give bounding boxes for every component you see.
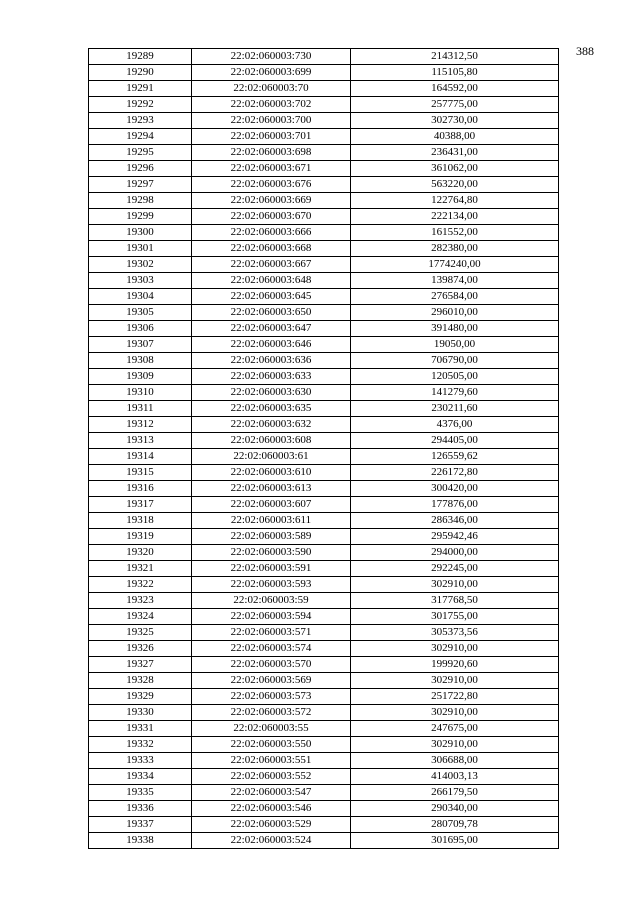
value-cell: 361062,00 <box>351 161 559 177</box>
row-number-cell: 19319 <box>89 529 192 545</box>
value-cell: 19050,00 <box>351 337 559 353</box>
value-cell: 164592,00 <box>351 81 559 97</box>
table-row <box>89 145 559 161</box>
row-number-cell: 19297 <box>89 177 192 193</box>
row-number-cell: 19337 <box>89 817 192 833</box>
row-number-cell: 19294 <box>89 129 192 145</box>
cadastral-number-cell: 22:02:060003:636 <box>192 353 351 369</box>
row-number-cell: 19300 <box>89 225 192 241</box>
value-cell: 294405,00 <box>351 433 559 449</box>
value-cell: 226172,80 <box>351 465 559 481</box>
table-row <box>89 529 559 545</box>
cadastral-number-cell: 22:02:060003:589 <box>192 529 351 545</box>
value-cell: 391480,00 <box>351 321 559 337</box>
cadastral-number-cell: 22:02:060003:699 <box>192 65 351 81</box>
table-row <box>89 497 559 513</box>
row-number-cell: 19336 <box>89 801 192 817</box>
row-number-cell: 19306 <box>89 321 192 337</box>
cadastral-number-cell: 22:02:060003:671 <box>192 161 351 177</box>
row-number-cell: 19314 <box>89 449 192 465</box>
row-number-cell: 19324 <box>89 609 192 625</box>
cadastral-number-cell: 22:02:060003:594 <box>192 609 351 625</box>
row-number-cell: 19322 <box>89 577 192 593</box>
value-cell: 295942,46 <box>351 529 559 545</box>
row-number-cell: 19293 <box>89 113 192 129</box>
cadastral-number-cell: 22:02:060003:546 <box>192 801 351 817</box>
row-number-cell: 19332 <box>89 737 192 753</box>
value-cell: 302910,00 <box>351 577 559 593</box>
table-row <box>89 465 559 481</box>
value-cell: 302910,00 <box>351 705 559 721</box>
value-cell: 306688,00 <box>351 753 559 769</box>
value-cell: 296010,00 <box>351 305 559 321</box>
table-row <box>89 209 559 225</box>
row-number-cell: 19321 <box>89 561 192 577</box>
table-row <box>89 161 559 177</box>
row-number-cell: 19335 <box>89 785 192 801</box>
value-cell: 222134,00 <box>351 209 559 225</box>
row-number-cell: 19299 <box>89 209 192 225</box>
cadastral-number-cell: 22:02:060003:702 <box>192 97 351 113</box>
cadastral-number-cell: 22:02:060003:570 <box>192 657 351 673</box>
table-row <box>89 657 559 673</box>
cadastral-number-cell: 22:02:060003:633 <box>192 369 351 385</box>
cadastral-number-cell: 22:02:060003:668 <box>192 241 351 257</box>
cadastral-number-cell: 22:02:060003:55 <box>192 721 351 737</box>
cadastral-number-cell: 22:02:060003:670 <box>192 209 351 225</box>
table-row <box>89 417 559 433</box>
cadastral-number-cell: 22:02:060003:666 <box>192 225 351 241</box>
cadastral-number-cell: 22:02:060003:593 <box>192 577 351 593</box>
row-number-cell: 19316 <box>89 481 192 497</box>
table-row <box>89 481 559 497</box>
row-number-cell: 19323 <box>89 593 192 609</box>
table-row <box>89 817 559 833</box>
table-row <box>89 577 559 593</box>
table-row <box>89 449 559 465</box>
cadastral-number-cell: 22:02:060003:524 <box>192 833 351 849</box>
value-cell: 302730,00 <box>351 113 559 129</box>
row-number-cell: 19298 <box>89 193 192 209</box>
value-cell: 317768,50 <box>351 593 559 609</box>
cadastral-number-cell: 22:02:060003:607 <box>192 497 351 513</box>
value-cell: 177876,00 <box>351 497 559 513</box>
row-number-cell: 19302 <box>89 257 192 273</box>
value-cell: 257775,00 <box>351 97 559 113</box>
table-row <box>89 689 559 705</box>
value-cell: 247675,00 <box>351 721 559 737</box>
table-row <box>89 561 559 577</box>
cadastral-number-cell: 22:02:060003:590 <box>192 545 351 561</box>
value-cell: 280709,78 <box>351 817 559 833</box>
row-number-cell: 19311 <box>89 401 192 417</box>
cadastral-number-cell: 22:02:060003:61 <box>192 449 351 465</box>
table-row <box>89 609 559 625</box>
cadastral-number-cell: 22:02:060003:552 <box>192 769 351 785</box>
cadastral-number-cell: 22:02:060003:613 <box>192 481 351 497</box>
table-row <box>89 225 559 241</box>
table-row <box>89 593 559 609</box>
table-row <box>89 257 559 273</box>
row-number-cell: 19330 <box>89 705 192 721</box>
cadastral-number-cell: 22:02:060003:551 <box>192 753 351 769</box>
value-cell: 292245,00 <box>351 561 559 577</box>
cadastral-number-cell: 22:02:060003:569 <box>192 673 351 689</box>
table-row <box>89 305 559 321</box>
row-number-cell: 19328 <box>89 673 192 689</box>
value-cell: 301755,00 <box>351 609 559 625</box>
table-row <box>89 241 559 257</box>
value-cell: 199920,60 <box>351 657 559 673</box>
row-number-cell: 19308 <box>89 353 192 369</box>
row-number-cell: 19329 <box>89 689 192 705</box>
value-cell: 141279,60 <box>351 385 559 401</box>
row-number-cell: 19334 <box>89 769 192 785</box>
cadastral-number-cell: 22:02:060003:611 <box>192 513 351 529</box>
table-row <box>89 353 559 369</box>
value-cell: 286346,00 <box>351 513 559 529</box>
value-cell: 1774240,00 <box>351 257 559 273</box>
table-row <box>89 273 559 289</box>
cadastral-number-cell: 22:02:060003:573 <box>192 689 351 705</box>
table-row <box>89 385 559 401</box>
cadastral-number-cell: 22:02:060003:676 <box>192 177 351 193</box>
row-number-cell: 19326 <box>89 641 192 657</box>
value-cell: 301695,00 <box>351 833 559 849</box>
table-row <box>89 737 559 753</box>
table-row <box>89 705 559 721</box>
value-cell: 139874,00 <box>351 273 559 289</box>
cadastral-number-cell: 22:02:060003:574 <box>192 641 351 657</box>
cadastral-number-cell: 22:02:060003:610 <box>192 465 351 481</box>
value-cell: 302910,00 <box>351 641 559 657</box>
value-cell: 563220,00 <box>351 177 559 193</box>
table-row <box>89 785 559 801</box>
row-number-cell: 19304 <box>89 289 192 305</box>
table-row <box>89 81 559 97</box>
cadastral-number-cell: 22:02:060003:59 <box>192 593 351 609</box>
value-cell: 302910,00 <box>351 737 559 753</box>
cadastral-number-cell: 22:02:060003:70 <box>192 81 351 97</box>
row-number-cell: 19312 <box>89 417 192 433</box>
value-cell: 300420,00 <box>351 481 559 497</box>
value-cell: 214312,50 <box>351 49 559 65</box>
value-cell: 230211,60 <box>351 401 559 417</box>
cadastral-number-cell: 22:02:060003:646 <box>192 337 351 353</box>
value-cell: 276584,00 <box>351 289 559 305</box>
row-number-cell: 19310 <box>89 385 192 401</box>
value-cell: 161552,00 <box>351 225 559 241</box>
table-row <box>89 801 559 817</box>
value-cell: 266179,50 <box>351 785 559 801</box>
cadastral-number-cell: 22:02:060003:698 <box>192 145 351 161</box>
table-row <box>89 321 559 337</box>
value-cell: 706790,00 <box>351 353 559 369</box>
row-number-cell: 19295 <box>89 145 192 161</box>
value-cell: 294000,00 <box>351 545 559 561</box>
value-cell: 126559,62 <box>351 449 559 465</box>
row-number-cell: 19291 <box>89 81 192 97</box>
table-row <box>89 545 559 561</box>
page-number: 388 <box>576 44 594 58</box>
cadastral-number-cell: 22:02:060003:550 <box>192 737 351 753</box>
cadastral-number-cell: 22:02:060003:630 <box>192 385 351 401</box>
cadastral-number-cell: 22:02:060003:529 <box>192 817 351 833</box>
table-row <box>89 337 559 353</box>
table-row <box>89 513 559 529</box>
table-row <box>89 625 559 641</box>
table-row <box>89 129 559 145</box>
cadastral-number-cell: 22:02:060003:591 <box>192 561 351 577</box>
row-number-cell: 19307 <box>89 337 192 353</box>
table-body <box>89 49 559 849</box>
row-number-cell: 19292 <box>89 97 192 113</box>
value-cell: 115105,80 <box>351 65 559 81</box>
cadastral-table <box>88 48 559 849</box>
table-row <box>89 49 559 65</box>
table-row <box>89 401 559 417</box>
table-row <box>89 177 559 193</box>
cadastral-number-cell: 22:02:060003:700 <box>192 113 351 129</box>
value-cell: 414003,13 <box>351 769 559 785</box>
table-row <box>89 673 559 689</box>
cadastral-number-cell: 22:02:060003:648 <box>192 273 351 289</box>
cadastral-number-cell: 22:02:060003:571 <box>192 625 351 641</box>
table-row <box>89 193 559 209</box>
cadastral-number-cell: 22:02:060003:547 <box>192 785 351 801</box>
row-number-cell: 19305 <box>89 305 192 321</box>
cadastral-number-cell: 22:02:060003:572 <box>192 705 351 721</box>
table-row <box>89 369 559 385</box>
value-cell: 290340,00 <box>351 801 559 817</box>
value-cell: 305373,56 <box>351 625 559 641</box>
row-number-cell: 19309 <box>89 369 192 385</box>
value-cell: 120505,00 <box>351 369 559 385</box>
value-cell: 302910,00 <box>351 673 559 689</box>
row-number-cell: 19303 <box>89 273 192 289</box>
row-number-cell: 19317 <box>89 497 192 513</box>
value-cell: 40388,00 <box>351 129 559 145</box>
row-number-cell: 19318 <box>89 513 192 529</box>
table-row <box>89 721 559 737</box>
row-number-cell: 19338 <box>89 833 192 849</box>
value-cell: 236431,00 <box>351 145 559 161</box>
cadastral-number-cell: 22:02:060003:647 <box>192 321 351 337</box>
table-row <box>89 113 559 129</box>
cadastral-number-cell: 22:02:060003:730 <box>192 49 351 65</box>
row-number-cell: 19301 <box>89 241 192 257</box>
cadastral-number-cell: 22:02:060003:608 <box>192 433 351 449</box>
table-row <box>89 833 559 849</box>
cadastral-number-cell: 22:02:060003:650 <box>192 305 351 321</box>
table-row <box>89 641 559 657</box>
value-cell: 122764,80 <box>351 193 559 209</box>
row-number-cell: 19320 <box>89 545 192 561</box>
cadastral-number-cell: 22:02:060003:667 <box>192 257 351 273</box>
cadastral-number-cell: 22:02:060003:645 <box>192 289 351 305</box>
table-row <box>89 753 559 769</box>
table-row <box>89 433 559 449</box>
table-row <box>89 65 559 81</box>
row-number-cell: 19333 <box>89 753 192 769</box>
row-number-cell: 19290 <box>89 65 192 81</box>
row-number-cell: 19325 <box>89 625 192 641</box>
row-number-cell: 19315 <box>89 465 192 481</box>
value-cell: 4376,00 <box>351 417 559 433</box>
table-row <box>89 769 559 785</box>
row-number-cell: 19296 <box>89 161 192 177</box>
row-number-cell: 19313 <box>89 433 192 449</box>
value-cell: 251722,80 <box>351 689 559 705</box>
row-number-cell: 19327 <box>89 657 192 673</box>
table-row <box>89 289 559 305</box>
cadastral-number-cell: 22:02:060003:701 <box>192 129 351 145</box>
cadastral-number-cell: 22:02:060003:632 <box>192 417 351 433</box>
row-number-cell: 19331 <box>89 721 192 737</box>
table-row <box>89 97 559 113</box>
row-number-cell: 19289 <box>89 49 192 65</box>
cadastral-number-cell: 22:02:060003:635 <box>192 401 351 417</box>
cadastral-number-cell: 22:02:060003:669 <box>192 193 351 209</box>
value-cell: 282380,00 <box>351 241 559 257</box>
